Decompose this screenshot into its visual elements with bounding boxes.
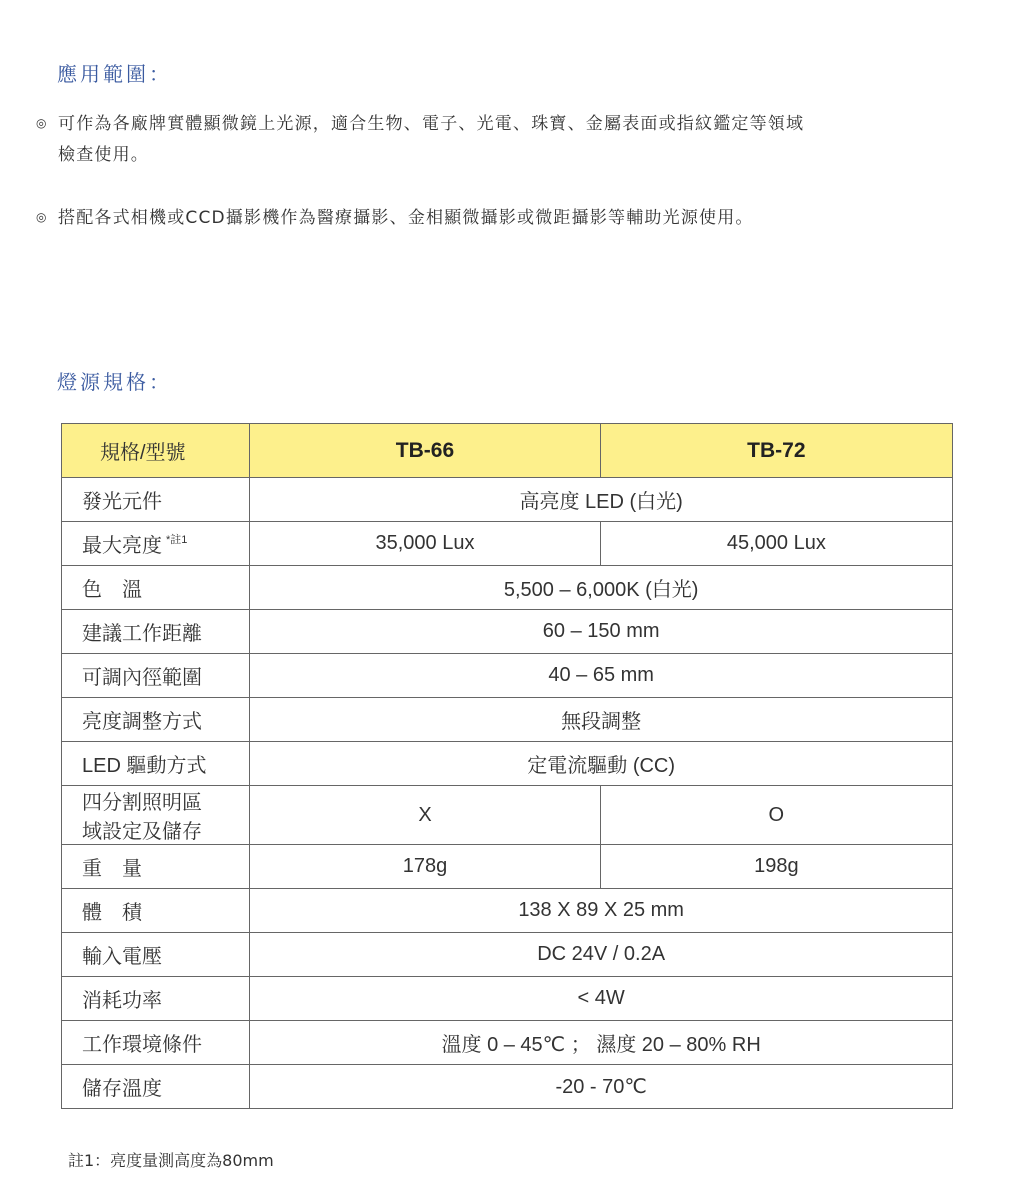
row-value-led-drive: 定電流驅動 (CC) <box>250 742 953 786</box>
row-label-led-drive: LED 驅動方式 <box>62 742 250 786</box>
weight-tb72: 198g <box>600 845 952 889</box>
row-label-max-brightness <box>62 522 250 566</box>
application-bullet-1 <box>36 108 956 171</box>
row-value-environment: 溫度 0 – 45℃ ； 濕度 20 – 80% RH <box>250 1021 953 1065</box>
table-row <box>62 742 953 786</box>
row-label-environment: 工作環境條件 <box>62 1021 250 1065</box>
bullet-mark: ◎ <box>36 116 48 130</box>
quad-zone-tb72: O <box>600 786 952 845</box>
spec-heading: 燈源規格： <box>57 370 172 394</box>
max-brightness-tb72: 45,000 Lux <box>600 522 952 566</box>
row-value-storage-temp: -20 - 70℃ <box>250 1065 953 1109</box>
spec-header-label: 規格/型號 <box>62 424 250 478</box>
row-value-brightness-adjust: 無段調整 <box>250 698 953 742</box>
table-row <box>62 1065 953 1109</box>
weight-tb66: 178g <box>250 845 600 889</box>
row-value-input-voltage: DC 24V / 0.2A <box>250 933 953 977</box>
row-label-brightness-adjust: 亮度調整方式 <box>62 698 250 742</box>
table-row <box>62 1021 953 1065</box>
row-label-color-temp: 色 溫 <box>62 566 250 610</box>
row-label-weight: 重 量 <box>62 845 250 889</box>
row-value-light-element: 高亮度 LED (白光) <box>250 478 953 522</box>
table-row <box>62 933 953 977</box>
row-value-work-distance: 60 – 150 mm <box>250 610 953 654</box>
table-row <box>62 522 953 566</box>
spec-header-row <box>62 424 953 478</box>
bullet-mark: ◎ <box>36 210 48 224</box>
table-row <box>62 698 953 742</box>
row-value-color-temp: 5,500 – 6,000K (白光) <box>250 566 953 610</box>
row-label-inner-diameter: 可調內徑範圍 <box>62 654 250 698</box>
footnote: 註1：亮度量測高度為80mm <box>68 1151 274 1170</box>
quad-zone-label-line-1: 四分割照明區 <box>82 792 202 814</box>
table-row <box>62 845 953 889</box>
row-label-volume: 體 積 <box>62 889 250 933</box>
applications-heading: 應用範圍： <box>57 62 172 86</box>
table-row <box>62 478 953 522</box>
row-value-inner-diameter: 40 – 65 mm <box>250 654 953 698</box>
row-value-power: < 4W <box>250 977 953 1021</box>
max-brightness-label: 最大亮度 <box>82 535 162 557</box>
table-row <box>62 889 953 933</box>
model-tb72: TB-72 <box>600 424 952 478</box>
bullet-1-line-1: 可作為各廠牌實體顯微鏡上光源，適合生物、電子、光電、珠寶、金屬表面或指紋鑑定等領域 <box>58 114 805 134</box>
table-row <box>62 610 953 654</box>
table-row <box>62 566 953 610</box>
row-label-power: 消耗功率 <box>62 977 250 1021</box>
row-label-work-distance: 建議工作距離 <box>62 610 250 654</box>
footnote-ref: *註1 <box>166 534 188 546</box>
row-label-light-element: 發光元件 <box>62 478 250 522</box>
table-row <box>62 654 953 698</box>
row-label-quad-zone <box>62 786 250 845</box>
quad-zone-label-line-2: 域設定及儲存 <box>82 821 202 843</box>
bullet-2-text: 搭配各式相機或CCD攝影機作為醫療攝影、金相顯微攝影或微距攝影等輔助光源使用。 <box>58 208 754 228</box>
row-label-storage-temp: 儲存溫度 <box>62 1065 250 1109</box>
table-row <box>62 786 953 845</box>
table-row <box>62 977 953 1021</box>
max-brightness-tb66: 35,000 Lux <box>250 522 600 566</box>
model-tb66: TB-66 <box>250 424 600 478</box>
row-value-volume: 138 X 89 X 25 mm <box>250 889 953 933</box>
application-bullet-2 <box>36 202 956 234</box>
bullet-1-line-2: 檢查使用。 <box>58 145 149 165</box>
spec-table <box>61 423 953 1109</box>
row-label-input-voltage: 輸入電壓 <box>62 933 250 977</box>
quad-zone-tb66: X <box>250 786 600 845</box>
